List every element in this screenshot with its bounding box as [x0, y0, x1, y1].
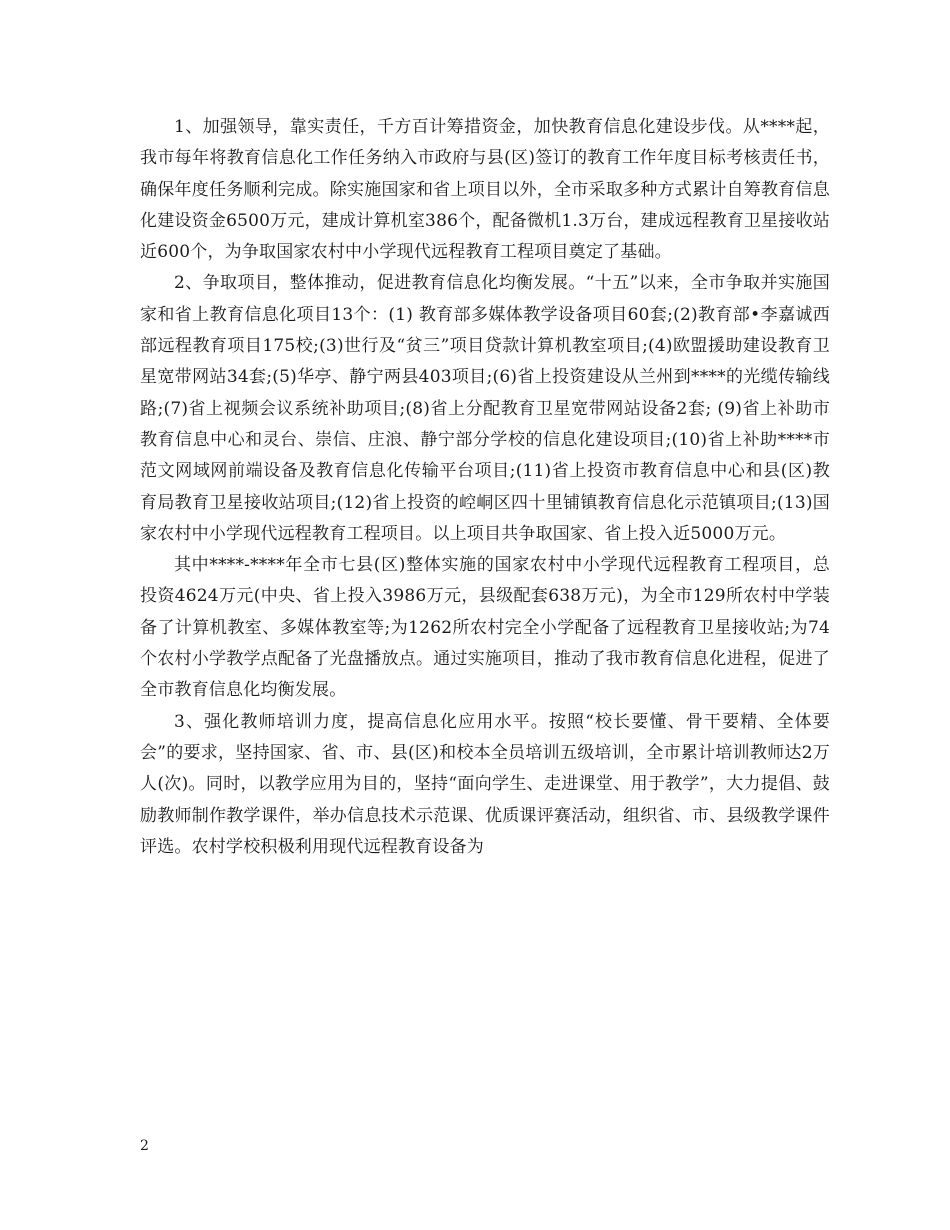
paragraph-leadership-funding: 1、加强领导，靠实责任，千方百计筹措资金，加快教育信息化建设步伐。从****起，我市每年将教育信息化工作任务纳入市政府与县(区)签订的教育工作年度目标考核责任书，确保年度任务顺利完成。除实施国家和省上项目以外，全市采取多种方式累计自筹教育信息化建设资金6500万元，建成计算机室386个，配备微机1.3万台，建成远程教育卫星接收站近600个，为争取国家农村中小学现代远程教育工程项目奠定了基础。: [140, 117, 830, 263]
paragraph-remote-education-project: 其中****-****年全市七县(区)整体实施的国家农村中小学现代远程教育工程项目，总投资4624万元(中央、省上投入3986万元，县级配套638万元)，为全市129所农村中学装备了计算机教室、多媒体教室等;为1262所农村完全小学配备了远程教育卫星接收站;为74个农村小学教学点配备了光盘播放点。通过实施项目，推动了我市教育信息化进程，促进了全市教育信息化均衡发展。: [140, 555, 830, 701]
paragraph-project-promotion: 2、争取项目，整体推动，促进教育信息化均衡发展。“十五”以来，全市争取并实施国家和省上教育信息化项目13个：(1) 教育部多媒体教学设备项目60套;(2)教育部•李嘉诚西部远程教育项目175校;(3)世行及“贫三”项目贷款计算机教室项目;(4)欧盟援助建设教育卫星宽带网站34套;(5)华亭、静宁两县403项目;(6)省上投资建设从兰州到****的光缆传输线路;(7)省上视频会议系统补助项目;(8)省上分配教育卫星宽带网站设备2套; (9)省上补助市教育信息中心和灵台、崇信、庄浪、静宁部分学校的信息化建设项目;(10)省上补助****市范文网域网前端设备及教育信息化传输平台项目;(11)省上投资市教育信息中心和县(区)教育局教育卫星接收站项目;(12)省上投资的崆峒区四十里铺镇教育信息化示范镇项目;(13)国家农村中小学现代远程教育工程项目。以上项目共争取国家、省上投入近5000万元。: [140, 273, 830, 544]
document-body: [140, 112, 830, 863]
page-number: 2: [140, 1138, 149, 1154]
paragraph-teacher-training: 3、强化教师培训力度，提高信息化应用水平。按照“校长要懂、骨干要精、全体要会”的要求，坚持国家、省、市、县(区)和校本全员培训五级培训，全市累计培训教师达2万人(次)。同时，以教学应用为目的，坚持“面向学生、走进课堂、用于教学”，大力提倡、鼓励教师制作教学课件，举办信息技术示范课、优质课评赛活动，组织省、市、县级教学课件评选。农村学校积极利用现代远程教育设备为: [140, 711, 830, 857]
